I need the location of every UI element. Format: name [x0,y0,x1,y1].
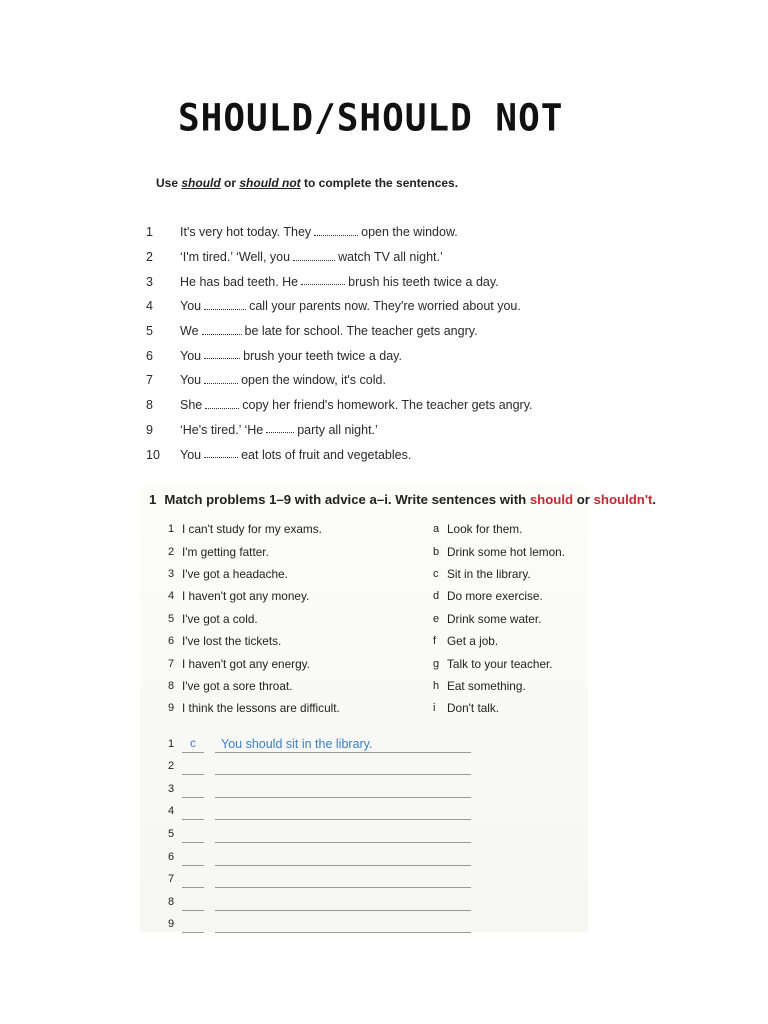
answer-sentence-field[interactable] [215,827,471,843]
sentence-before: You [180,348,202,363]
sentence-number: 6 [146,348,153,363]
instructions [156,176,458,190]
blank-gap[interactable] [301,284,345,285]
answer-sentence-field[interactable] [215,872,471,888]
blank-gap[interactable] [266,432,294,433]
sentence-after: eat lots of fruit and vegetables. [241,447,412,462]
problem-item [168,652,428,674]
answer-letter-field[interactable] [182,894,204,911]
advice-item [433,518,583,540]
sentence-row [146,418,586,443]
answer-lines [168,730,588,933]
instructions-should: should [181,176,221,190]
blank-gap[interactable] [205,408,239,409]
instructions-suffix: to complete the sentences. [300,176,459,190]
answer-row [168,866,588,889]
answer-letter-field[interactable] [182,803,204,820]
sentence-number: 7 [146,373,153,388]
advice-letter: i [433,702,436,715]
exercise-2 [140,484,657,932]
answer-number: 5 [168,827,175,840]
exercise-1 [146,220,586,467]
sentence-before: You [180,299,202,314]
answer-row [168,888,588,911]
advice-text: Talk to your teacher. [447,656,553,671]
advice-letter: g [433,657,440,670]
problem-item [168,630,428,652]
answer-letter-field[interactable] [182,871,204,888]
problem-number: 8 [168,679,175,692]
advice-item [433,608,583,630]
heading-or: or [573,492,594,507]
problem-number: 1 [168,523,175,536]
page-title: SHOULD/SHOULD NOT [178,96,564,141]
problem-text: I can't study for my exams. [182,522,322,537]
instructions-should-not: should not [239,176,301,190]
sentence-row [146,220,586,245]
problems-list [168,518,428,720]
sentence-row [146,319,586,344]
heading-should: should [529,492,574,507]
problem-text: I've lost the tickets. [182,634,282,649]
sentence-number: 2 [146,250,153,265]
advice-letter: d [433,590,440,603]
blank-gap[interactable] [204,358,240,359]
advice-text: Do more exercise. [447,589,543,604]
answer-sentence-field[interactable] [215,782,471,798]
blank-gap[interactable] [202,334,242,335]
advice-text: Eat something. [447,678,526,693]
answer-sentence-field[interactable] [215,804,471,820]
advice-item [433,652,583,674]
problem-item [168,675,428,697]
answer-row [168,843,588,866]
advice-letter: e [433,612,440,625]
answer-letter-field[interactable] [182,826,204,843]
answer-letter-field[interactable] [182,758,204,775]
answer-sentence-field[interactable] [215,895,471,911]
problem-item [168,608,428,630]
answer-letter-field[interactable] [182,916,204,933]
problem-number: 6 [168,635,175,648]
advice-item [433,697,583,719]
sentence-row [146,245,586,270]
sentence-number: 1 [146,225,153,240]
sentence-after: party all night.’ [297,422,378,437]
answer-number: 9 [168,918,175,931]
sentence-before: ‘He's tired.’ ‘He [180,422,264,437]
sentence-before: We [180,324,199,339]
sentence-before: She [180,398,203,413]
answer-sentence-field[interactable] [215,759,471,775]
advice-letter: f [433,635,437,648]
sentence-after: copy her friend's homework. The teacher gets angry. [242,398,533,413]
sentence-after: be late for school. The teacher gets angry. [244,324,478,339]
sentence-row [146,343,586,368]
answer-sentence-field[interactable] [215,917,471,933]
advice-letter: b [433,545,440,558]
problem-text: I've got a sore throat. [182,678,293,693]
advice-letter: c [433,567,439,580]
problem-text: I haven't got any money. [182,589,310,604]
sentence-after: open the window, it's cold. [241,373,386,388]
advice-text: Get a job. [447,634,499,649]
problem-number: 5 [168,612,175,625]
answer-number: 4 [168,805,175,818]
answer-number: 7 [168,873,175,886]
sentence-row [146,294,586,319]
answer-number: 6 [168,850,175,863]
blank-gap[interactable] [204,383,238,384]
sentence-before: You [180,447,202,462]
advice-text: Don't talk. [447,701,500,716]
answer-sentence-field[interactable]: You should sit in the library. [215,737,471,753]
advice-item [433,563,583,585]
sentence-row [146,442,586,467]
problem-number: 9 [168,702,175,715]
answer-letter-field[interactable] [182,781,204,798]
sentence-row [146,368,586,393]
heading-shouldnt: shouldn't [593,492,653,507]
answer-number: 3 [168,782,175,795]
answer-row [168,753,588,776]
answer-letter-field[interactable]: c [182,736,204,753]
blank-gap[interactable] [293,260,335,261]
advice-item [433,585,583,607]
problem-item [168,697,428,719]
sentence-number: 4 [146,299,153,314]
answer-row [168,820,588,843]
sentence-row [146,393,586,418]
problem-item [168,518,428,540]
sentence-before: You [180,373,202,388]
blank-gap[interactable] [204,457,238,458]
problem-item [168,540,428,562]
answer-number: 2 [168,760,175,773]
sentence-after: watch TV all night.’ [338,250,443,265]
problem-number: 4 [168,590,175,603]
answer-sentence-field[interactable] [215,850,471,866]
problem-text: I think the lessons are difficult. [182,701,340,716]
problem-text: I haven't got any energy. [182,656,310,671]
problem-item [168,563,428,585]
sentence-after: brush your teeth twice a day. [243,348,402,363]
advice-text: Drink some hot lemon. [447,544,566,559]
sentence-number: 10 [146,447,160,462]
sentence-row [146,269,586,294]
blank-gap[interactable] [314,235,358,236]
answer-number: 1 [168,737,175,750]
sentence-number: 3 [146,274,153,289]
advice-item [433,630,583,652]
problem-number: 2 [168,545,175,558]
problem-item [168,585,428,607]
answer-number: 8 [168,895,175,908]
advice-text: Look for them. [447,522,523,537]
sentence-after: call your parents now. They're worried about you. [249,299,521,314]
sentence-after: open the window. [361,225,458,240]
advice-letter: a [433,523,440,536]
instructions-prefix: Use [156,176,182,190]
problem-number: 3 [168,567,175,580]
heading-text: Match problems 1–9 with advice a–i. Write sentences with [164,492,530,507]
sentence-before: He has bad teeth. He [180,274,299,289]
answer-row [168,775,588,798]
exercise-2-heading [149,492,656,507]
answer-row [168,798,588,821]
exercise-2-number: 1 [149,492,157,507]
problem-text: I've got a cold. [182,611,258,626]
problem-text: I'm getting fatter. [182,544,269,559]
sentence-before: It's very hot today. They [180,225,312,240]
advice-text: Drink some water. [447,611,542,626]
sentence-number: 8 [146,398,153,413]
sentence-number: 9 [146,422,153,437]
blank-gap[interactable] [204,309,246,310]
advice-item [433,675,583,697]
advice-list [433,518,583,720]
instructions-mid: or [220,176,240,190]
problem-text: I've got a headache. [182,566,288,581]
problem-number: 7 [168,657,175,670]
sentence-after: brush his teeth twice a day. [348,274,499,289]
sentence-number: 5 [146,324,153,339]
answer-letter-field[interactable] [182,849,204,866]
advice-letter: h [433,679,440,692]
heading-end: . [652,492,657,507]
answer-row [168,730,588,753]
advice-item [433,540,583,562]
advice-text: Sit in the library. [447,566,531,581]
answer-row [168,911,588,934]
sentence-before: ‘I'm tired.’ ‘Well, you [180,250,291,265]
